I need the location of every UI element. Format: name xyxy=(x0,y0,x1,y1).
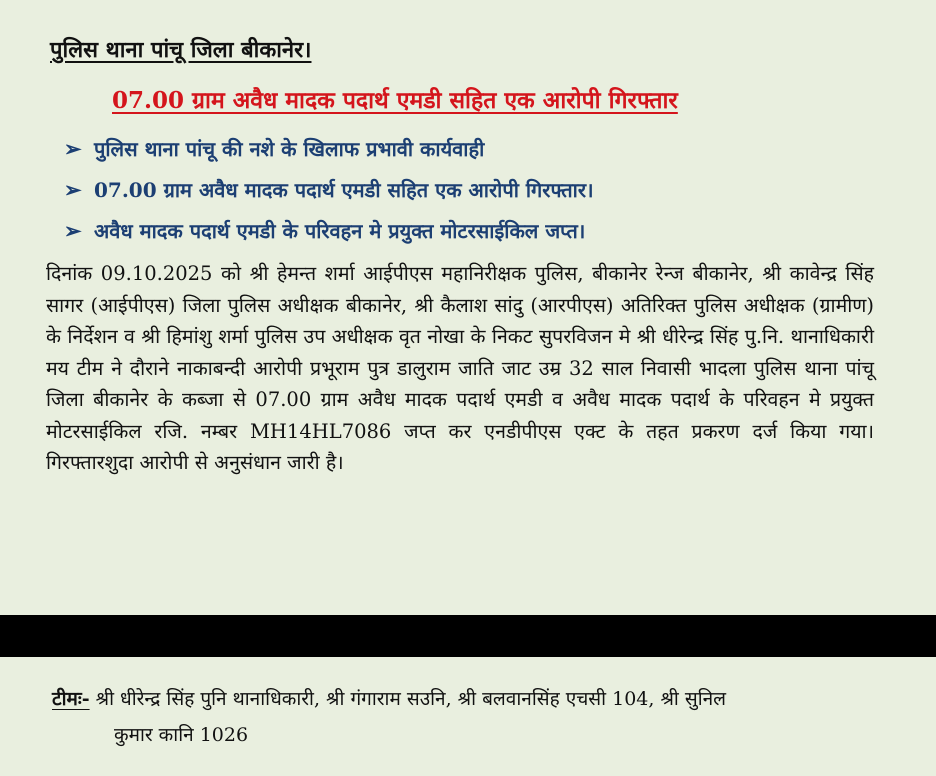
summary-bullet-item xyxy=(64,169,594,210)
case-details-paragraph: दिनांक 09.10.2025 को श्री हेमन्त शर्मा आईपीएस महानिरीक्षक पुलिस, बीकानेर रेन्ज बीकानेर, श्री कावेन्द्र सिंह सागर (आईपीएस) जिला पुलिस अधीक्षक बीकानेर, श्री कैलाश सांदु (आरपीएस) अतिरिक्त पुलिस अधीक्षक (ग्रामीण) के निर्देशन व श्री हिमांशु शर्मा पुलिस उप अधीक्षक वृत नोखा के निकट सुपरविजन मे श्री धीरेन्द्र सिंह पु.नि. थानाधिकारी मय टीम ने दौराने नाकाबन्दी आरोपी प्रभूराम पुत्र डालुराम जाति जाट उम्र 32 साल निवासी भादला पुलिस थाना पांचू जिला बीकानेर के कब्जा से 07.00 ग्राम अवैध मादक पदार्थ एमडी व अवैध मादक पदार्थ के परिवहन मे प्रयुक्त मोटरसाईकिल रजि. नम्बर MH14HL7086 जप्त कर एनडीपीएस एक्ट के तहत प्रकरण दर्ज किया गया। गिरफ्तारशुदा आरोपी से अनुसंधान जारी है। xyxy=(46,262,874,474)
summary-bullet-text: अवैध मादक पदार्थ एमडी के परिवहन मे प्रयुक्त मोटरसाईकिल जप्त। xyxy=(94,219,586,243)
team-details xyxy=(52,681,852,753)
police-station-heading: पुलिस थाना पांचू जिला बीकानेर। xyxy=(50,37,312,63)
summary-bullet-text: 07.00 ग्राम अवैध मादक पदार्थ एमडी सहित एक आरोपी गिरफ्तार। xyxy=(94,178,594,202)
summary-bullet-item xyxy=(64,210,594,251)
summary-bullet-item xyxy=(64,128,594,169)
arrow-bullet-icon: ➢ xyxy=(64,218,82,243)
summary-bullet-text: पुलिस थाना पांचू की नशे के खिलाफ प्रभावी कार्यवाही xyxy=(94,137,485,161)
arrow-bullet-icon: ➢ xyxy=(64,177,82,202)
team-panel xyxy=(0,657,936,776)
arrow-bullet-icon: ➢ xyxy=(64,136,82,161)
team-members-line-2: कुमार कानि 1026 xyxy=(114,724,249,746)
arrest-subheading: 07.00 ग्राम अवैध मादक पदार्थ एमडी सहित एक आरोपी गिरफ्तार xyxy=(112,87,678,114)
team-label: टीमः- xyxy=(52,688,90,710)
summary-bullets xyxy=(64,128,594,251)
team-members-line-1: श्री धीरेन्द्र सिंह पुनि थानाधिकारी, श्री गंगाराम सउनि, श्री बलवानसिंह एचसी 104, श्री सुनिल xyxy=(95,688,727,710)
black-divider-band xyxy=(0,615,936,657)
